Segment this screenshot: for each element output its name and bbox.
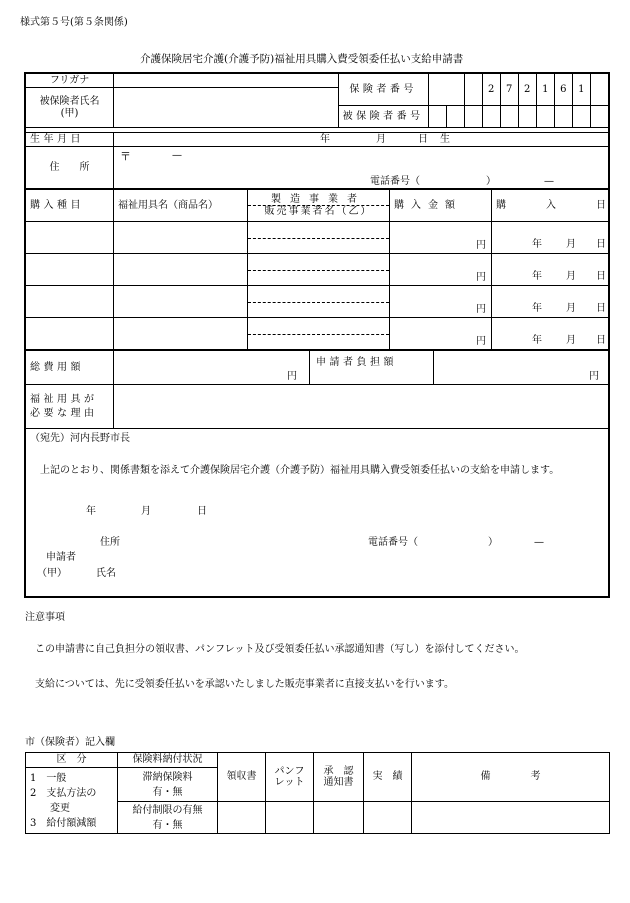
unpaid-label: 滞納保険料 xyxy=(142,771,193,783)
col-maker-seller xyxy=(248,190,390,222)
category-2b: 変更 xyxy=(30,802,70,814)
approval-field[interactable] xyxy=(314,802,364,834)
purchase-row xyxy=(26,254,610,286)
approval-2: 通知書 xyxy=(323,777,354,788)
insurer-digit: 1 xyxy=(536,74,554,106)
col-date-3: 日 xyxy=(596,200,606,211)
day-unit: 日 xyxy=(596,303,606,314)
insured-number-box[interactable] xyxy=(482,106,500,128)
reason-table xyxy=(25,384,610,429)
postal-mark: 〒 xyxy=(120,150,131,163)
burden-field[interactable] xyxy=(434,351,610,385)
col-seller: 販売事業者名（乙） xyxy=(248,205,389,218)
burden-yen: 円 xyxy=(589,370,599,382)
day-unit: 日 xyxy=(596,335,606,346)
year-unit: 年 xyxy=(532,239,542,250)
col-amount: 購入金額 xyxy=(390,190,492,222)
unpaid-yes-no: 有・無 xyxy=(152,786,183,798)
insured-name-field[interactable] xyxy=(114,88,338,128)
app-year-unit: 年 xyxy=(86,506,96,517)
year-unit: 年 xyxy=(532,303,542,314)
purchase-row xyxy=(26,222,610,254)
purchase-row xyxy=(26,318,610,350)
reason-field[interactable] xyxy=(114,385,610,429)
col-purchase-type: 購入種目 xyxy=(26,190,114,222)
form-id: 様式第５号(第５条関係) xyxy=(20,17,128,28)
col-item-name: 福祉用具名（商品名） xyxy=(114,190,248,222)
address-label: 住 所 xyxy=(26,147,114,189)
col-record: 実 績 xyxy=(364,753,412,802)
city-heading: 市（保険者）記入欄 xyxy=(25,737,115,748)
birth-sei-unit: 生 xyxy=(440,134,450,145)
insured-number-box[interactable] xyxy=(428,106,446,128)
applicant-phone-label: 電話番号（ xyxy=(368,537,418,548)
yen-unit: 円 xyxy=(476,239,486,251)
app-day-unit: 日 xyxy=(197,506,207,517)
phone-paren: ） xyxy=(486,176,496,187)
col-date-1: 購 xyxy=(496,200,506,211)
insurer-number-label: 保険者番号 xyxy=(338,74,428,106)
notes-line-1: この申請書に自己負担分の領収書、パンフレット及び受領委任払い承認通知書（写し）を添付してください。 xyxy=(35,644,525,655)
insurer-digit: 2 xyxy=(518,74,536,106)
record-field[interactable] xyxy=(364,802,412,834)
totals-table xyxy=(25,350,610,385)
item-name-field[interactable] xyxy=(114,222,248,254)
month-unit: 月 xyxy=(566,271,576,282)
category-3: 3 給付額減額 xyxy=(30,817,97,829)
col-category: 区 分 xyxy=(26,753,118,768)
birth-year-unit: 年 xyxy=(320,134,330,145)
insured-number-box[interactable] xyxy=(446,106,464,128)
insured-name-text: 被保険者氏名 xyxy=(39,96,100,107)
item-name-field[interactable] xyxy=(114,286,248,318)
insured-number-box[interactable] xyxy=(464,106,482,128)
applicant-label: 申請者 xyxy=(46,552,76,563)
col-pamphlet xyxy=(266,753,314,802)
insured-number-box[interactable] xyxy=(518,106,536,128)
col-purchase-date xyxy=(492,190,610,222)
date-field[interactable] xyxy=(492,222,610,254)
city-table xyxy=(25,752,610,834)
purchase-type-field[interactable] xyxy=(26,318,114,350)
month-unit: 月 xyxy=(566,335,576,346)
purchase-row xyxy=(26,286,610,318)
category-2: 2 支払方法の xyxy=(30,787,97,799)
reason-label-2: 必要な理由 xyxy=(30,408,98,419)
pamphlet-2: レット xyxy=(274,777,305,788)
postal-dash: — xyxy=(172,150,182,161)
purchase-type-field[interactable] xyxy=(26,254,114,286)
benefit-limit[interactable] xyxy=(118,802,218,834)
benefit-yes-no: 有・無 xyxy=(152,819,183,831)
notes-line-2: 支給については、先に受領委任払いを承認いたしました販売事業者に直接支払いを行います。 xyxy=(35,679,454,690)
applicant-name-label: 氏名 xyxy=(96,568,116,579)
category-list xyxy=(26,768,118,834)
insured-number-label: 被保険者番号 xyxy=(338,106,428,128)
insured-ko: (甲) xyxy=(60,107,79,119)
maker-seller-field[interactable] xyxy=(248,286,390,318)
date-field[interactable] xyxy=(492,254,610,286)
col-receipt: 領収書 xyxy=(218,753,266,802)
yen-unit: 円 xyxy=(476,303,486,315)
insured-number-box[interactable] xyxy=(536,106,554,128)
yen-unit: 円 xyxy=(476,335,486,347)
birth-month-unit: 月 xyxy=(376,134,386,145)
month-unit: 月 xyxy=(566,303,576,314)
form-title: 介護保険居宅介護(介護予防)福祉用具購入費受領委任払い支給申請書 xyxy=(140,53,464,65)
approval-1: 承 認 xyxy=(323,765,354,777)
burden-label: 申請者負担額 xyxy=(310,351,434,385)
purchase-type-field[interactable] xyxy=(26,222,114,254)
reason-label xyxy=(26,385,114,429)
maker-seller-field[interactable] xyxy=(248,222,390,254)
insured-number-box[interactable] xyxy=(590,106,608,128)
furigana-field[interactable] xyxy=(114,74,338,88)
amount-field[interactable] xyxy=(390,318,492,350)
phone-dash: — xyxy=(544,176,554,187)
col-maker: 製造事業者 xyxy=(271,193,366,205)
insurer-digit: 7 xyxy=(500,74,518,106)
applicant-phone-dash: — xyxy=(534,537,544,548)
pamphlet-1: パンフ xyxy=(274,765,305,777)
item-name-field[interactable] xyxy=(114,254,248,286)
amount-field[interactable] xyxy=(390,222,492,254)
furigana-label: フリガナ xyxy=(26,74,114,88)
item-name-field[interactable] xyxy=(114,318,248,350)
insured-number-box[interactable] xyxy=(572,106,590,128)
maker-seller-field[interactable] xyxy=(248,254,390,286)
col-remarks: 備 考 xyxy=(412,753,610,802)
year-unit: 年 xyxy=(532,271,542,282)
benefit-limit-label: 給付制限の有無 xyxy=(132,804,203,816)
remarks-field[interactable] xyxy=(412,802,610,834)
insurer-digit: 6 xyxy=(554,74,572,106)
application-statement: 上記のとおり、関係書類を添えて介護保険居宅介護（介護予防）福祉用具購入費受領委任払いの支給を申請します。 xyxy=(40,465,560,476)
yen-unit: 円 xyxy=(476,271,486,283)
insured-table xyxy=(25,73,609,128)
insurer-digit: 1 xyxy=(572,74,590,106)
insurer-digit: 2 xyxy=(482,74,500,106)
applicant-ko: （甲） xyxy=(37,568,67,579)
insured-name-label xyxy=(26,88,114,128)
unpaid-premium[interactable] xyxy=(118,768,218,802)
purchase-type-field[interactable] xyxy=(26,286,114,318)
col-approval xyxy=(314,753,364,802)
day-unit: 日 xyxy=(596,239,606,250)
total-cost-field[interactable] xyxy=(114,351,310,385)
amount-field[interactable] xyxy=(390,286,492,318)
date-field[interactable] xyxy=(492,318,610,350)
notes-heading: 注意事項 xyxy=(25,612,65,623)
col-date-2: 入 xyxy=(546,200,556,211)
insured-number-box[interactable] xyxy=(554,106,572,128)
addressee: （宛先）河内長野市長 xyxy=(30,433,130,444)
receipt-field[interactable] xyxy=(218,802,266,834)
month-unit: 月 xyxy=(566,239,576,250)
day-unit: 日 xyxy=(596,271,606,282)
phone-label: 電話番号（ xyxy=(370,176,420,187)
reason-label-1: 福祉用具が xyxy=(30,393,98,405)
total-cost-label: 総費用額 xyxy=(26,351,114,385)
address-field[interactable] xyxy=(114,147,610,189)
amount-field[interactable] xyxy=(390,254,492,286)
insurer-number-blank xyxy=(428,74,464,106)
category-1: 1 一般 xyxy=(30,772,67,784)
maker-seller-field[interactable] xyxy=(248,318,390,350)
birth-field[interactable] xyxy=(114,133,610,147)
birth-day-unit: 日 xyxy=(418,134,428,145)
birth-label: 生年月日 xyxy=(26,133,114,147)
date-field[interactable] xyxy=(492,286,610,318)
applicant-phone-paren: ） xyxy=(488,537,498,548)
col-premium: 保険料納付状況 xyxy=(118,753,218,768)
insured-number-box[interactable] xyxy=(500,106,518,128)
purchase-table xyxy=(25,189,610,350)
app-month-unit: 月 xyxy=(141,506,151,517)
pamphlet-field[interactable] xyxy=(266,802,314,834)
year-unit: 年 xyxy=(532,335,542,346)
birth-table xyxy=(25,132,610,189)
applicant-address-label: 住所 xyxy=(100,537,120,548)
total-yen: 円 xyxy=(287,370,297,382)
